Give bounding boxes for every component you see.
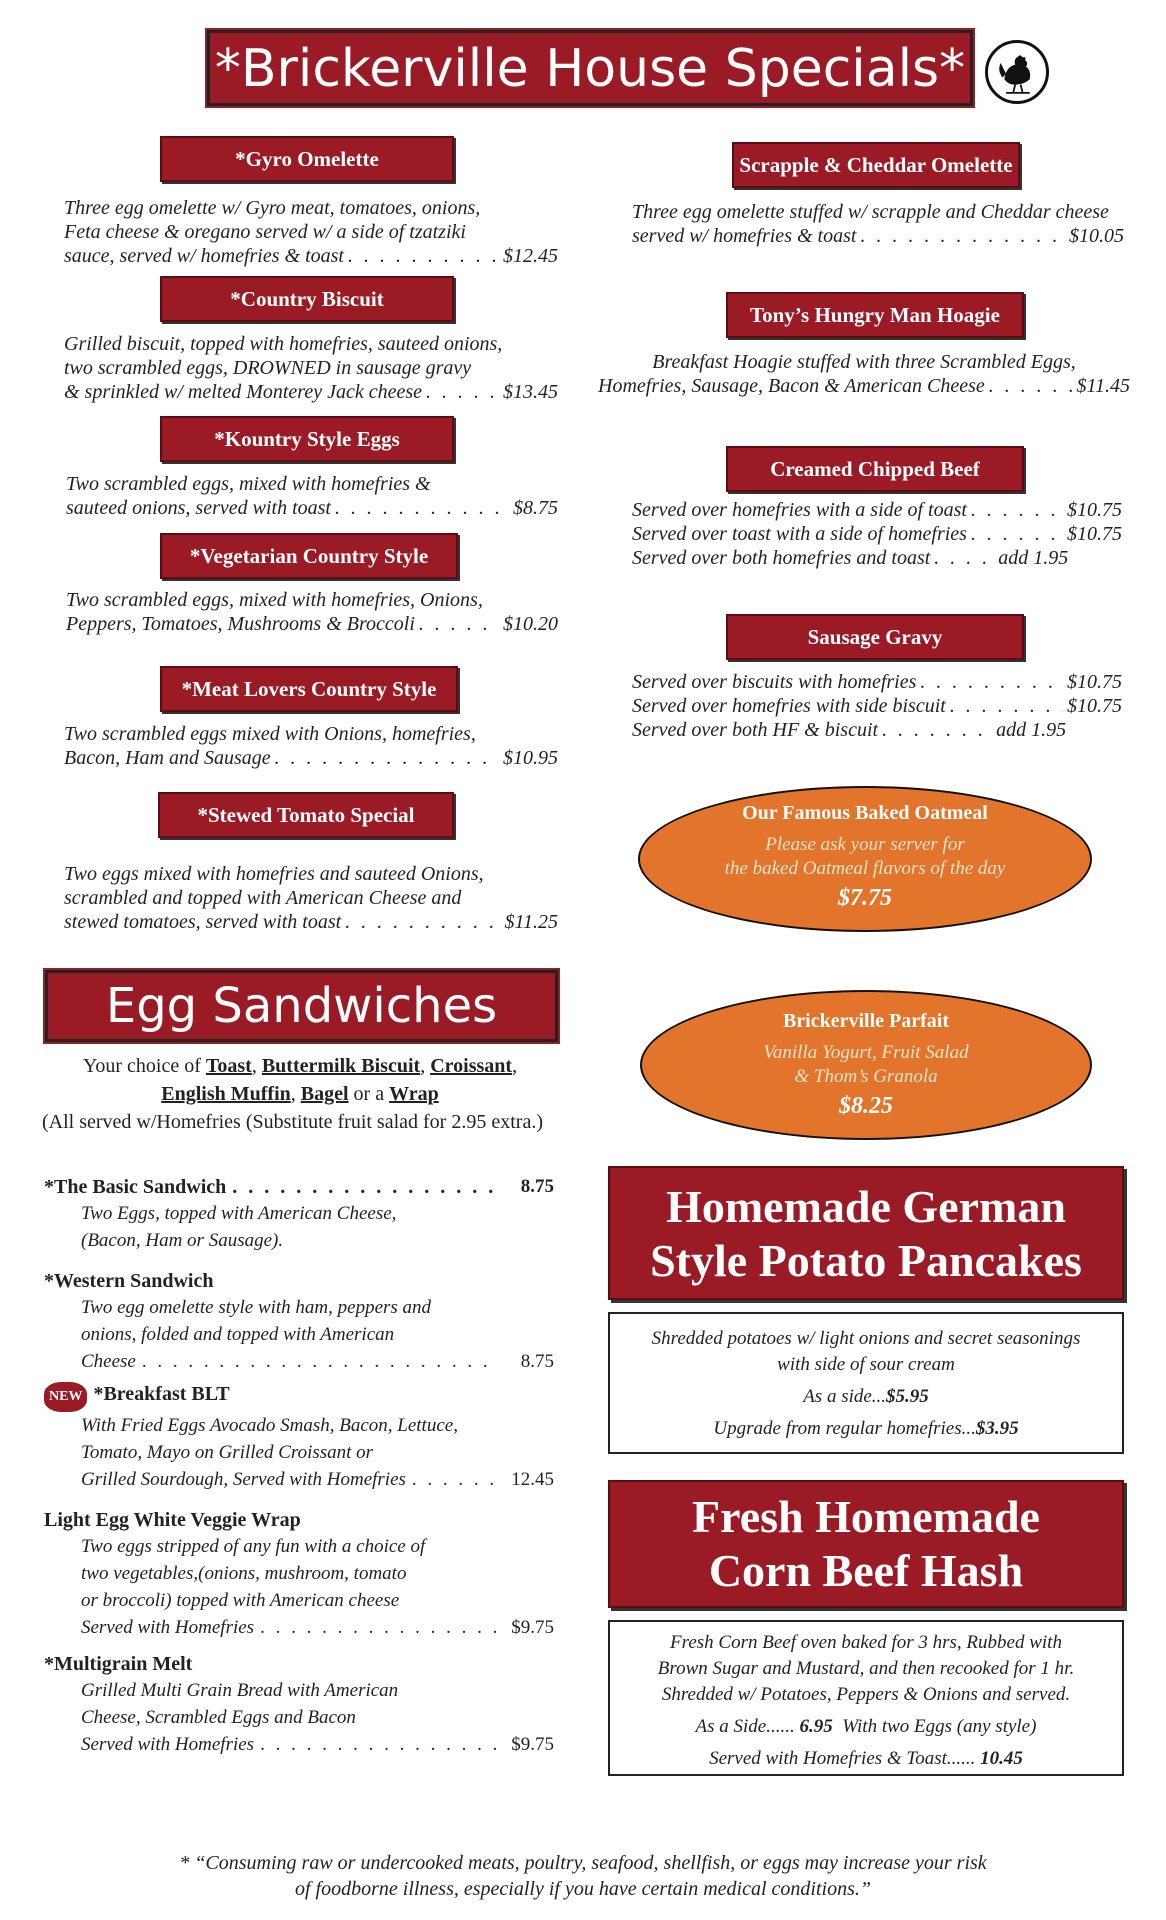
desc-line: Shredded potatoes w/ light onions and secret seasonings: [651, 1328, 1081, 1349]
price: add 1.95: [998, 547, 1069, 569]
desc-line: Grilled Multi Grain Bread with American: [81, 1680, 399, 1701]
parfait-price: $8.25: [839, 1093, 893, 1119]
gyro-omelette-desc: [64, 196, 558, 268]
egg-sandwiches-title: Egg Sandwiches: [45, 970, 558, 1042]
desc-line: Grilled biscuit, topped with homefries, sauteed onions,: [64, 333, 503, 355]
price: $10.95: [503, 747, 558, 769]
title-line: Style Potato Pancakes: [650, 1235, 1082, 1286]
sandwich-name: *Breakfast BLT: [93, 1383, 230, 1405]
price: $10.05: [1069, 225, 1124, 247]
parfait-oval: [640, 990, 1092, 1140]
stewed-tomato-header: *Stewed Tomato Special: [158, 792, 454, 838]
desc-line: sauce, served w/ homefries & toast: [64, 245, 344, 267]
desc-line: Bacon, Ham and Sausage: [64, 747, 271, 769]
potato-pancakes-info: [608, 1312, 1124, 1454]
desc-line: Cheese, Scrambled Eggs and Bacon: [81, 1707, 356, 1728]
title-line: Fresh Homemade: [692, 1491, 1040, 1542]
desc-line: Brown Sugar and Mustard, and then recooked for 1 hr.: [657, 1658, 1075, 1679]
stewed-tomato-desc: [64, 862, 558, 934]
title-line: Corn Beef Hash: [708, 1545, 1024, 1596]
price: 8.75: [520, 1351, 554, 1372]
desc-line: Fresh Corn Beef oven baked for 3 hrs, Rubbed with: [670, 1632, 1062, 1653]
desc-line: Peppers, Tomatoes, Mushrooms & Broccoli: [66, 613, 415, 635]
food-safety-disclaimer: [100, 1850, 1066, 1902]
gyro-omelette-header: *Gyro Omelette: [160, 136, 454, 182]
rooster-icon: [985, 40, 1049, 104]
desc-line: & sprinkled w/ melted Monterey Jack cheese: [64, 381, 423, 403]
price: $10.20: [503, 613, 558, 635]
desc-line: & Thom’s Granola: [794, 1066, 938, 1087]
baked-oatmeal-oval: [638, 786, 1092, 932]
bread-bagel: Bagel: [300, 1083, 349, 1105]
sandwich-multigrain: [44, 1651, 554, 1758]
desc-line: with side of sour cream: [777, 1354, 955, 1375]
desc-line: Shredded w/ Potatoes, Peppers & Onions and served.: [661, 1684, 1071, 1705]
disclaimer-line: * “Consuming raw or undercooked meats, poultry, seafood, shellfish, or eggs may increase your risk: [179, 1852, 987, 1874]
side-price: 6.95: [799, 1716, 833, 1737]
scrapple-desc: [632, 200, 1124, 248]
toast-label: Served with Homefries & Toast......: [709, 1748, 976, 1769]
desc-line: Served over toast with a side of homefries: [632, 523, 967, 545]
desc-line: Cheese: [81, 1351, 136, 1372]
desc-line: Two scrambled eggs mixed with Onions, homefries,: [64, 723, 476, 745]
upgrade-label: Upgrade from regular homefries...: [713, 1418, 976, 1439]
desc-line: Two scrambled eggs, mixed with homefries &: [66, 473, 431, 495]
desc-line: Homefries, Sausage, Bacon & American Cheese: [598, 375, 985, 397]
sandwich-western: [44, 1268, 554, 1375]
bread-croissant: Croissant: [430, 1055, 513, 1077]
desc-line: (Bacon, Ham or Sausage).: [81, 1230, 284, 1251]
bread-english-muffin: English Muffin: [161, 1083, 291, 1105]
hoagie-desc: [598, 350, 1130, 398]
chipped-beef-header: Creamed Chipped Beef: [726, 446, 1024, 492]
side-price: $5.95: [886, 1386, 929, 1407]
vegetarian-header: *Vegetarian Country Style: [160, 533, 458, 579]
desc-line: Served over both HF & biscuit: [632, 719, 879, 741]
desc-line: Two eggs mixed with homefries and sauteed Onions,: [64, 863, 484, 885]
desc-line: two vegetables,(onions, mushroom, tomato: [81, 1563, 407, 1584]
price: add 1.95: [996, 719, 1067, 741]
oatmeal-title: Our Famous Baked Oatmeal: [742, 802, 988, 824]
separator: ,: [251, 1055, 257, 1077]
choice-prefix: Your choice of: [82, 1055, 201, 1077]
upgrade-price: $3.95: [975, 1418, 1019, 1439]
desc-line: onions, folded and topped with American: [81, 1324, 395, 1345]
desc-line: Served with Homefries: [81, 1734, 255, 1755]
desc-line: Two scrambled eggs, mixed with homefries, Onions,: [66, 589, 483, 611]
desc-line: the baked Oatmeal flavors of the day: [724, 858, 1006, 879]
page-title: *Brickerville House Specials*: [207, 30, 973, 106]
desc-line: Served over homefries with side biscuit: [632, 695, 946, 717]
desc-line: Vanilla Yogurt, Fruit Salad: [763, 1042, 969, 1063]
sandwich-name: Light Egg White Veggie Wrap: [44, 1509, 301, 1531]
price: $11.25: [504, 911, 558, 933]
price: $10.75: [1067, 671, 1122, 693]
served-note: (All served w/Homefries (Substitute fruit salad for 2.95 extra.): [42, 1111, 543, 1133]
bread-wrap: Wrap: [389, 1083, 439, 1105]
desc-line: With Fried Eggs Avocado Smash, Bacon, Lettuce,: [81, 1415, 458, 1436]
desc-line: Breakfast Hoagie stuffed with three Scrambled Eggs,: [652, 351, 1076, 373]
vegetarian-desc: [66, 588, 558, 636]
sandwich-name: *The Basic Sandwich: [44, 1176, 227, 1198]
sandwich-name: *Western Sandwich: [44, 1270, 214, 1292]
desc-line: Two eggs stripped of any fun with a choice of: [81, 1536, 426, 1557]
desc-line: Three egg omelette w/ Gyro meat, tomatoes, onions,: [64, 197, 481, 219]
side-label: As a side...: [803, 1386, 887, 1407]
kountry-style-desc: [66, 472, 558, 520]
bread-choice: [40, 1052, 560, 1136]
price: 8.75: [520, 1176, 554, 1197]
meat-lovers-desc: [64, 722, 558, 770]
price: $13.45: [503, 381, 558, 403]
separator: ,: [290, 1083, 296, 1105]
country-biscuit-desc: [64, 332, 558, 404]
new-badge: NEW: [44, 1382, 87, 1412]
desc-line: Served over homefries with a side of toast: [632, 499, 967, 521]
oatmeal-desc: [640, 833, 1090, 881]
sausage-gravy-desc: [632, 670, 1122, 742]
sandwich-list: [44, 1174, 554, 1758]
desc-line: Served over both homefries and toast: [632, 547, 931, 569]
desc-line: two scrambled eggs, DROWNED in sausage gravy: [64, 357, 472, 379]
desc-line: served w/ homefries & toast: [632, 225, 857, 247]
sandwich-blt: [44, 1381, 554, 1493]
desc-line: Feta cheese & oregano served w/ a side of tzatziki: [64, 221, 466, 243]
sandwich-name: *Multigrain Melt: [44, 1653, 193, 1675]
side-label: As a Side......: [695, 1716, 795, 1737]
price: 12.45: [511, 1469, 554, 1490]
desc-line: Two Eggs, topped with American Cheese,: [81, 1203, 397, 1224]
parfait-title: Brickerville Parfait: [782, 1010, 950, 1032]
sausage-gravy-header: Sausage Gravy: [726, 614, 1024, 660]
separator: ,: [512, 1055, 518, 1077]
meat-lovers-header: *Meat Lovers Country Style: [160, 666, 458, 712]
desc-line: stewed tomatoes, served with toast: [64, 911, 342, 933]
desc-line: Grilled Sourdough, Served with Homefries: [81, 1469, 406, 1490]
price: $8.75: [513, 497, 558, 519]
desc-line: scrambled and topped with American Cheese and: [64, 887, 462, 909]
bread-biscuit: Buttermilk Biscuit: [261, 1055, 421, 1077]
desc-line: Please ask your server for: [765, 834, 965, 855]
country-biscuit-header: *Country Biscuit: [160, 276, 454, 322]
desc-line: or broccoli) topped with American cheese: [81, 1590, 400, 1611]
sandwich-veggie-wrap: [44, 1507, 554, 1641]
price: $10.75: [1067, 523, 1122, 545]
separator: ,: [420, 1055, 426, 1077]
desc-line: sauteed onions, served with toast: [66, 497, 331, 519]
chipped-beef-desc: [632, 498, 1122, 570]
parfait-desc: [642, 1041, 1090, 1089]
potato-pancakes-title: [608, 1166, 1124, 1300]
desc-line: Tomato, Mayo on Grilled Croissant or: [81, 1442, 374, 1463]
desc-line: Three egg omelette stuffed w/ scrapple and Cheddar cheese: [632, 201, 1109, 223]
oatmeal-price: $7.75: [838, 885, 892, 911]
corn-beef-title: [608, 1480, 1124, 1608]
corn-beef-info: [608, 1620, 1124, 1776]
price: $9.75: [511, 1734, 554, 1755]
hoagie-header: Tony’s Hungry Man Hoagie: [726, 292, 1024, 338]
desc-line: Served over biscuits with homefries: [632, 671, 917, 693]
desc-line: Two egg omelette style with ham, peppers and: [81, 1297, 432, 1318]
price: $11.45: [1076, 375, 1130, 397]
disclaimer-line: of foodborne illness, especially if you have certain medical conditions.”: [294, 1878, 871, 1900]
eggs-label: With two Eggs (any style): [842, 1716, 1037, 1737]
scrapple-header: Scrapple & Cheddar Omelette: [732, 142, 1020, 188]
kountry-style-header: *Kountry Style Eggs: [160, 416, 454, 462]
bread-toast: Toast: [205, 1055, 252, 1077]
price: $10.75: [1067, 499, 1122, 521]
separator: or a: [353, 1083, 385, 1105]
desc-line: Served with Homefries: [81, 1617, 255, 1638]
price: $9.75: [511, 1617, 554, 1638]
sandwich-basic: [44, 1174, 554, 1254]
price: $12.45: [503, 245, 558, 267]
title-line: Homemade German: [666, 1181, 1066, 1232]
price: $10.75: [1067, 695, 1122, 717]
toast-price: 10.45: [980, 1748, 1023, 1769]
